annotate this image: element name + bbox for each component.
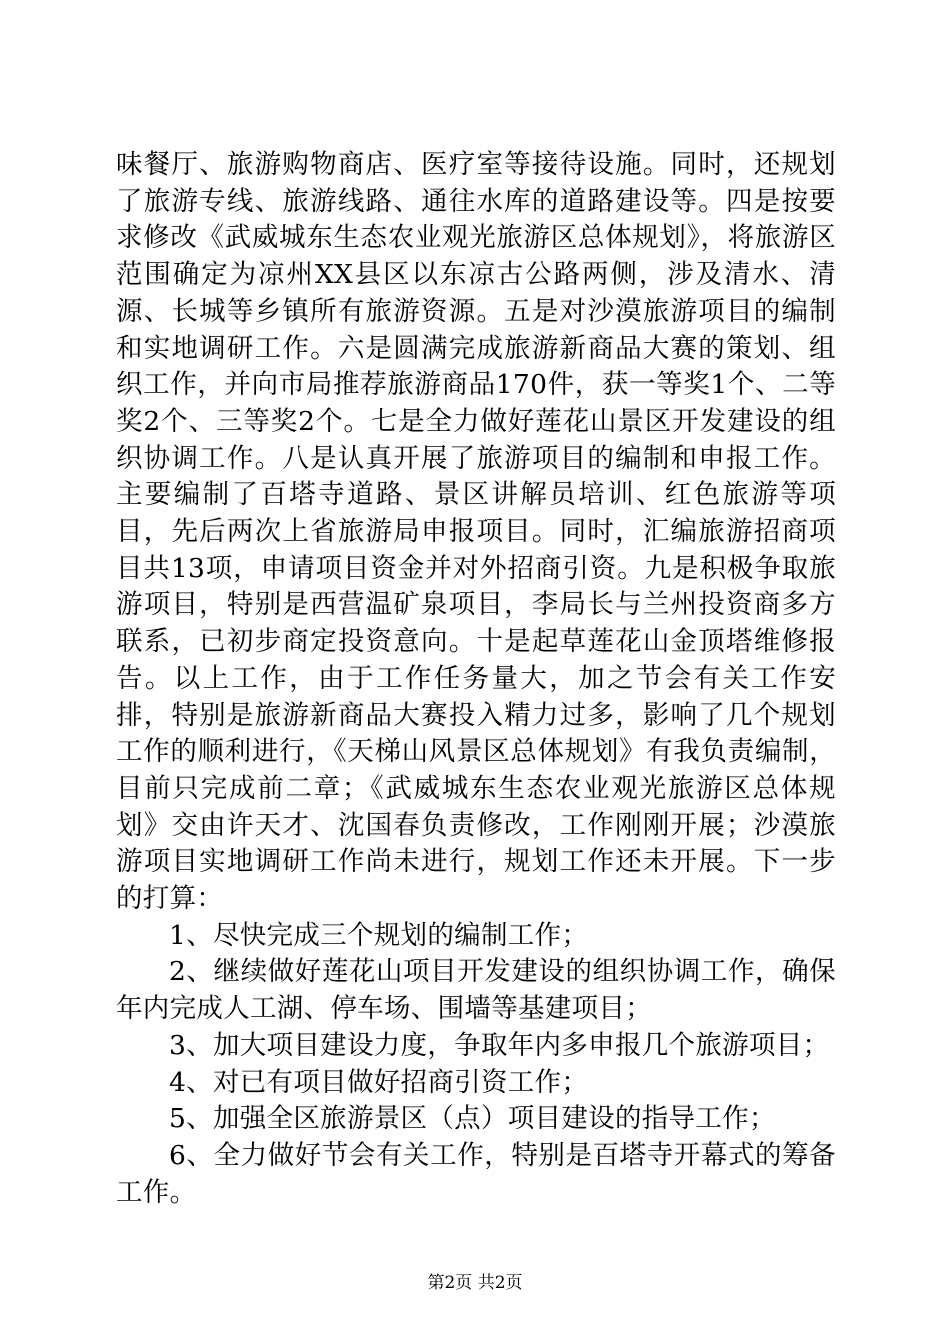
plan-item-4: 4、对已有项目做好招商引资工作；: [169, 1066, 589, 1098]
page-footer: [0, 1272, 950, 1294]
plan-item-5: 5、加强全区旅游景区（点）项目建设的指导工作；: [169, 1103, 776, 1135]
document-body: [116, 147, 836, 1211]
plan-item-1: 1、尽快完成三个规划的编制工作；: [169, 919, 589, 951]
plan-item-6: 6、全力做好节会有关工作，特别是百塔寺开幕式的筹备工作。: [116, 1139, 836, 1208]
plan-item-3: 3、加大项目建设力度，争取年内多申报几个旅游项目；: [169, 1029, 830, 1061]
page-number: 第2页 共2页: [427, 1273, 523, 1293]
plan-item-2: 2、继续做好莲花山项目开发建设的组织协调工作，确保年内完成人工湖、停车场、围墙等基建项目；: [116, 956, 836, 1025]
body-paragraph: 味餐厅、旅游购物商店、医疗室等接待设施。同时，还规划了旅游专线、旅游线路、通往水库的道路建设等。四是按要求修改《武威城东生态农业观光旅游区总体规划》，将旅游区范围确定为凉州XX县区以东凉古公路两侧，涉及清水、清源、长城等乡镇所有旅游资源。五是对沙漠旅游项目的编制和实地调研工作。六是圆满完成旅游新商品大赛的策划、组织工作，并向市局推荐旅游商品170件，获一等奖1个、二等奖2个、三等奖2个。七是全力做好莲花山景区开发建设的组织协调工作。八是认真开展了旅游项目的编制和申报工作。主要编制了百塔寺道路、景区讲解员培训、红色旅游等项目，先后两次上省旅游局申报项目。同时，汇编旅游招商项目共13项，申请项目资金并对外招商引资。九是积极争取旅游项目，特别是西营温矿泉项目，李局长与兰州投资商多方联系，已初步商定投资意向。十是起草莲花山金顶塔维修报告。以上工作，由于工作任务量大，加之节会有关工作安排，特别是旅游新商品大赛投入精力过多，影响了几个规划工作的顺利进行，《天梯山风景区总体规划》有我负责编制，目前只完成前二章；《武威城东生态农业观光旅游区总体规划》交由许天才、沈国春负责修改，工作刚刚开展；沙漠旅游项目实地调研工作尚未进行，规划工作还未开展。下一步的打算：: [116, 149, 836, 915]
